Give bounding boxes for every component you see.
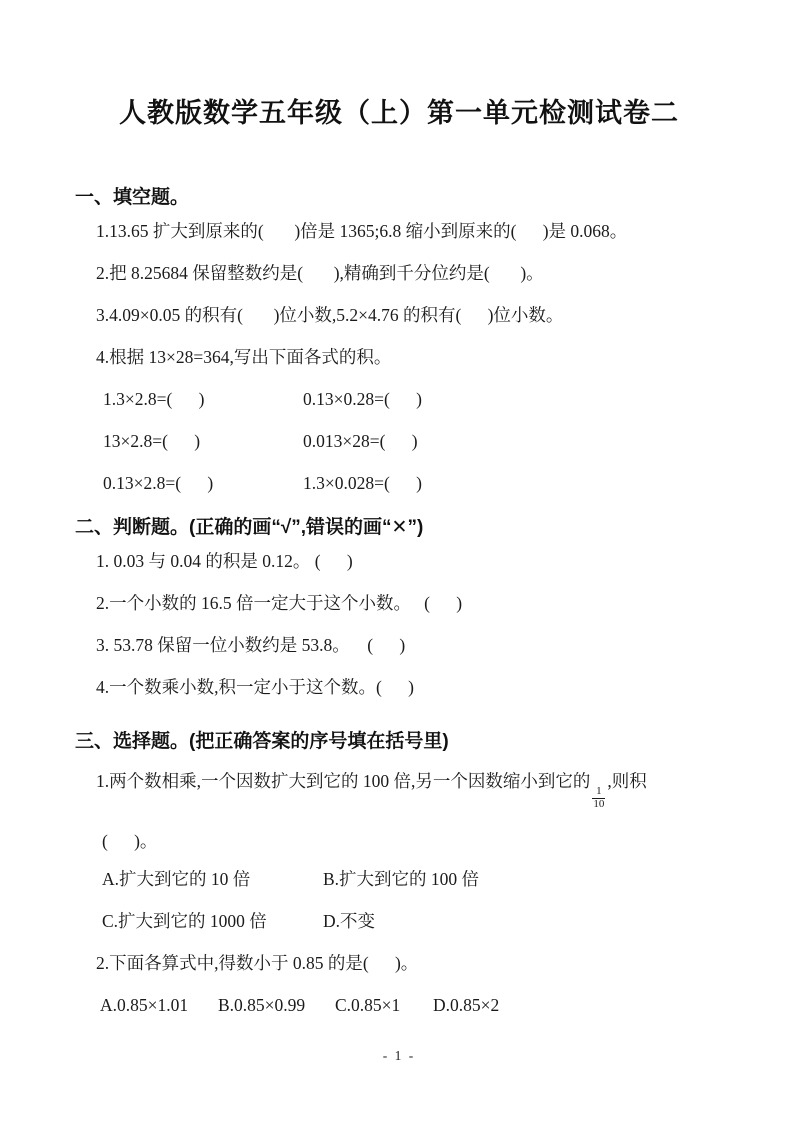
option-d: D.不变 — [323, 911, 376, 932]
choice-item-1-text: 1.两个数相乘,一个因数扩大到它的 100 倍,另一个因数缩小到它的 — [96, 771, 591, 791]
choice-item-1 — [75, 766, 723, 810]
fill-in-item-4-row-2 — [75, 420, 723, 462]
section-heading-choice: 三、选择题。(把正确答案的序号填在括号里) — [75, 731, 449, 752]
fill-in-item-4-row-1 — [75, 378, 723, 420]
page-number: - 1 - — [382, 1048, 416, 1064]
option-c: C.扩大到它的 1000 倍 — [102, 911, 267, 932]
section-heading-fill-in: 一、填空题。 — [75, 187, 190, 208]
choice-item-2: 2.下面各算式中,得数小于 0.85 的是( )。 — [96, 953, 419, 974]
expression-blank: 0.13×2.8=( ) — [103, 473, 214, 493]
expression-blank: 0.13×0.28=( ) — [303, 389, 422, 409]
option-b: B.0.85×0.99 — [218, 995, 306, 1016]
fraction-one-tenth — [592, 786, 605, 810]
choice-item-2-options-row — [75, 984, 723, 1026]
section-heading-judge: 二、判断题。(正确的画“√”,错误的画“✕”) — [75, 517, 424, 538]
fill-in-item-3: 3.4.09×0.05 的积有( )位小数,5.2×4.76 的积有( )位小数。 — [96, 305, 564, 325]
judge-item-2: 2.一个小数的 16.5 倍一定大于这个小数。 ( ) — [96, 593, 463, 613]
choice-item-1-options-row-2 — [75, 900, 723, 942]
judge-item-4: 4.一个数乘小数,积一定小于这个数。( ) — [96, 677, 414, 697]
option-a: A.0.85×1.01 — [100, 995, 189, 1016]
expression-blank: 1.3×0.028=( ) — [303, 473, 422, 493]
fill-in-item-4-row-3 — [75, 462, 723, 504]
judge-item-3: 3. 53.78 保留一位小数约是 53.8。 ( ) — [96, 635, 406, 655]
expression-blank: 1.3×2.8=( ) — [103, 389, 205, 409]
option-d: D.0.85×2 — [433, 995, 500, 1016]
option-a: A.扩大到它的 10 倍 — [102, 869, 251, 890]
page-title: 人教版数学五年级（上）第一单元检测试卷二 — [119, 98, 679, 128]
choice-item-1-text-after: ,则积 — [607, 771, 647, 791]
option-c: C.0.85×1 — [335, 995, 401, 1016]
fill-in-item-1: 1.13.65 扩大到原来的( )倍是 1365;6.8 缩小到原来的( )是 0.068。 — [96, 221, 628, 241]
expression-blank: 13×2.8=( ) — [103, 431, 201, 451]
fill-in-item-4: 4.根据 13×28=364,写出下面各式的积。 — [96, 347, 392, 367]
fraction-denominator: 10 — [593, 797, 605, 810]
judge-item-1: 1. 0.03 与 0.04 的积是 0.12。 ( ) — [96, 551, 353, 571]
expression-blank: 0.013×28=( ) — [303, 431, 418, 451]
fill-in-item-2: 2.把 8.25684 保留整数约是( ),精确到千分位约是( )。 — [96, 263, 544, 283]
option-b: B.扩大到它的 100 倍 — [323, 869, 480, 890]
fraction-numerator: 1 — [596, 785, 602, 797]
choice-item-1-options-row-1 — [75, 858, 723, 900]
choice-item-1-answer-blank: ( )。 — [102, 831, 158, 852]
